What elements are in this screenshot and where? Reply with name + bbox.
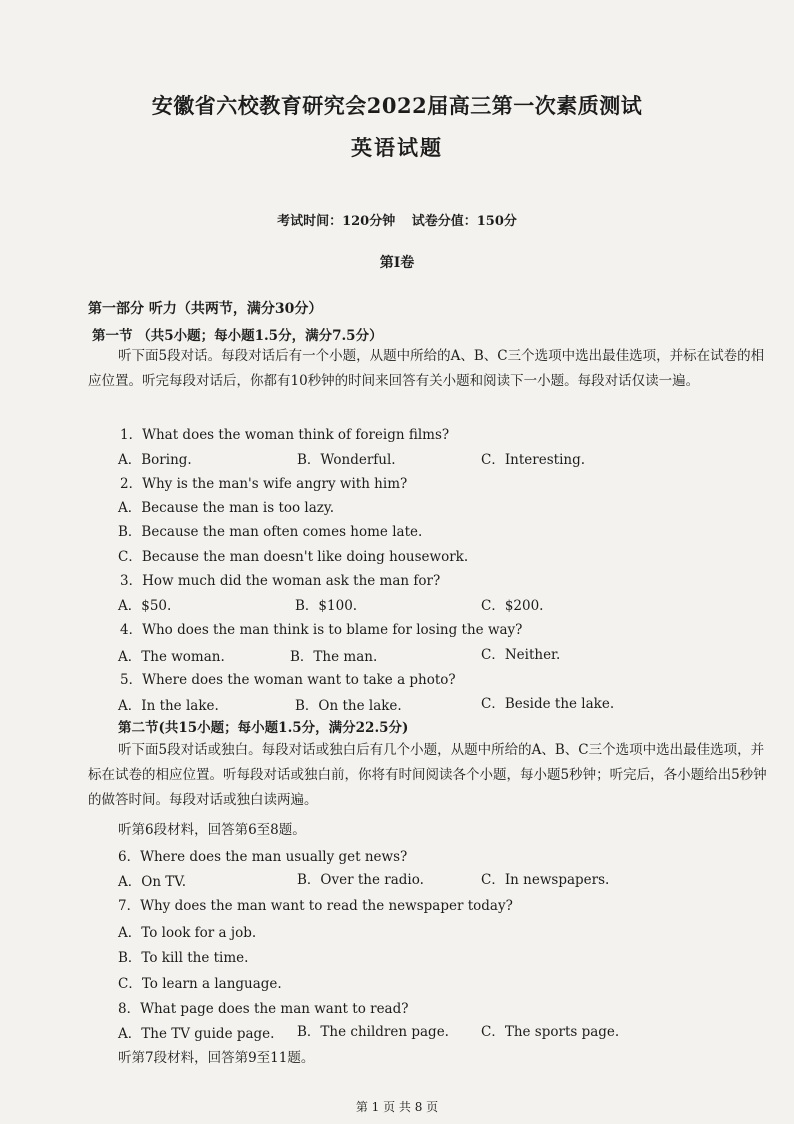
page-number: 第 1 页 共 8 页 <box>355 1100 439 1114</box>
option: B．The man. <box>290 649 378 665</box>
option: B．Over the radio. <box>297 872 424 888</box>
option: C．To learn a language. <box>118 976 282 992</box>
option: A．On TV. <box>118 874 186 890</box>
question-stem: 3．How much did the woman ask the man for? <box>120 573 441 589</box>
exam-subtitle: 英语试题 <box>351 135 443 160</box>
option: C．Because the man doesn't like doing housework. <box>118 549 469 565</box>
question-stem: 2．Why is the man's wife angry with him? <box>120 476 408 492</box>
question-stem: 4．Who does the man think is to blame for losing the way? <box>120 622 523 638</box>
option: A．Boring. <box>118 452 192 468</box>
material-6: 听第6段材料，回答第6至8题。 <box>118 822 306 838</box>
option: B．On the lake. <box>295 698 402 714</box>
option: C．$200. <box>481 598 544 614</box>
volume-label: 第Ⅰ卷 <box>379 255 415 271</box>
option: B．To kill the time. <box>118 950 249 966</box>
question-stem: 1．What does the woman think of foreign films? <box>120 427 450 443</box>
option: B．$100. <box>295 598 358 614</box>
question-stem: 7．Why does the man want to read the newspaper today? <box>118 898 513 914</box>
option: A．The woman. <box>118 649 225 665</box>
option: C．Beside the lake. <box>481 696 615 712</box>
option: A．To look for a job. <box>118 925 257 941</box>
option: C．Interesting. <box>481 452 586 468</box>
exam-meta <box>0 210 794 229</box>
option: C．The sports page. <box>481 1024 620 1040</box>
material-7: 听第7段材料，回答第9至11题。 <box>118 1050 315 1066</box>
option: A．$50. <box>118 598 172 614</box>
option: B．The children page. <box>297 1024 449 1040</box>
option: A．In the lake. <box>118 698 219 714</box>
question-stem: 6．Where does the man usually get news? <box>118 849 408 865</box>
option: C．Neither. <box>481 647 561 663</box>
exam-time: 考试时间：120分钟 <box>277 214 396 229</box>
section1-instructions: 听下面5段对话。每段对话后有一个小题，从题中所给的A、B、C三个选项中选出最佳选项，并标在试卷的相应位置。听完每段对话后，你都有10秒钟的时间来回答有关小题和阅读下一小题。每段对话仅读一遍。 <box>88 348 765 389</box>
exam-title: 安徽省六校教育研究会2022届高三第一次素质测试 <box>151 93 643 118</box>
section2-instructions: 听下面5段对话或独白。每段对话或独白后有几个小题，从题中所给的A、B、C三个选项中选出最佳选项，并标在试卷的相应位置。听每段对话或独白前，你将有时间阅读各个小题，每小题5秒钟；听完后，各小题给出5秒钟的做答时间。每段对话或独白读两遍。 <box>88 742 767 808</box>
option: B．Because the man often comes home late. <box>118 524 423 540</box>
part1-title: 第一部分 听力（共两节，满分30分） <box>88 301 323 317</box>
question-stem: 5．Where does the woman want to take a photo? <box>120 672 456 688</box>
section2-title: 第二节(共15小题；每小题1.5分，满分22.5分) <box>118 720 409 736</box>
section1-title: 第一节 （共5小题；每小题1.5分，满分7.5分） <box>92 328 383 344</box>
option: A．The TV guide page. <box>118 1026 275 1042</box>
question-stem: 8．What page does the man want to read? <box>118 1001 409 1017</box>
option: C．In newspapers. <box>481 872 610 888</box>
exam-score: 试卷分值：150分 <box>411 214 517 229</box>
option: A．Because the man is too lazy. <box>118 500 335 516</box>
option: B．Wonderful. <box>297 452 396 468</box>
